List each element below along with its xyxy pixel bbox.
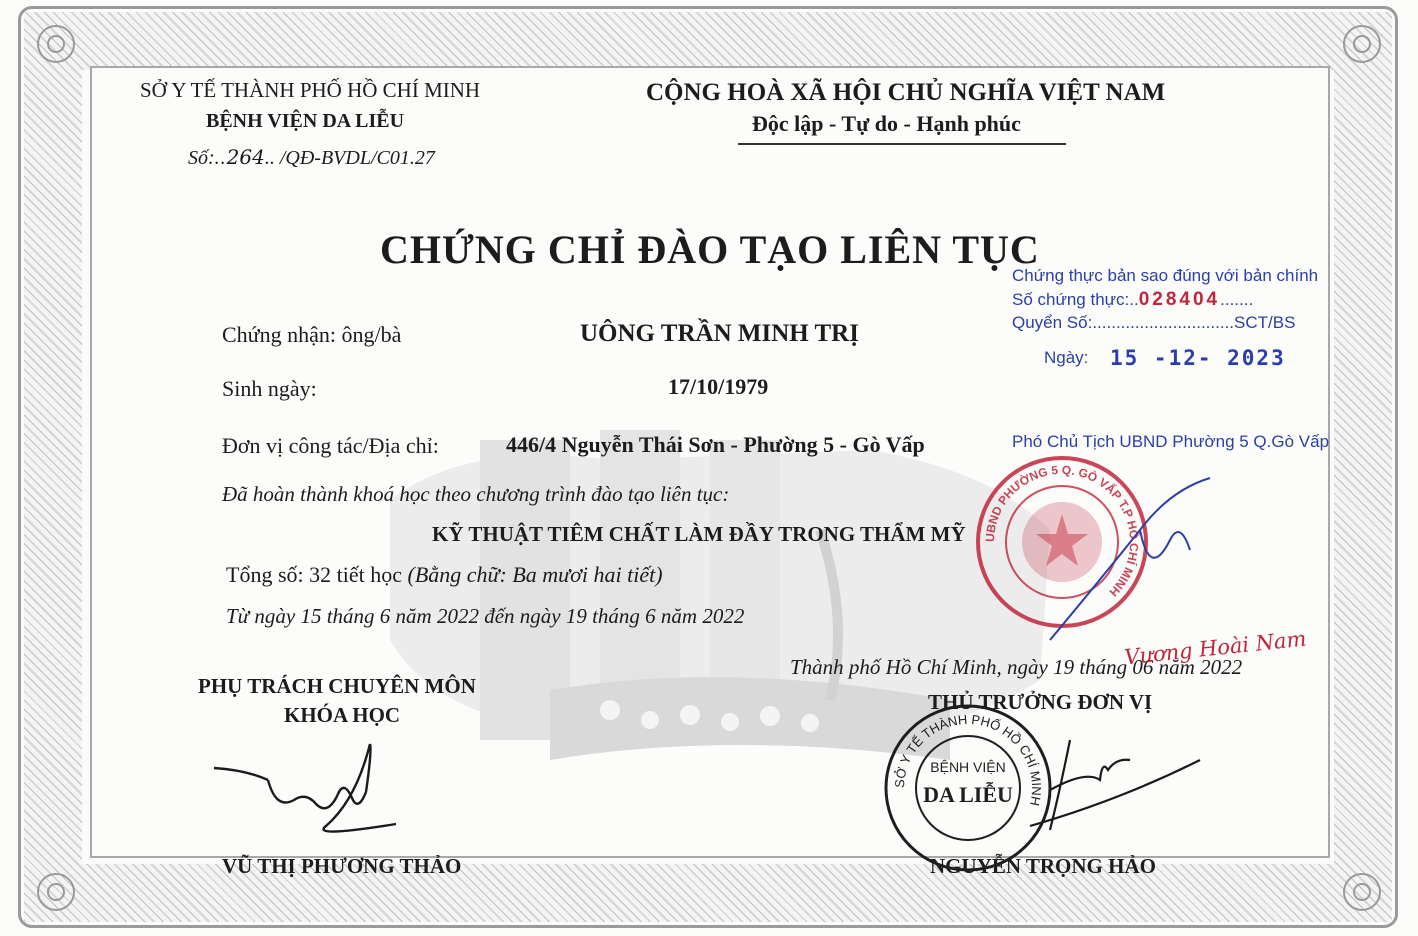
department-name: SỞ Y TẾ THÀNH PHỐ HỒ CHÍ MINH [140, 78, 481, 102]
notary-date: 15 -12- 2023 [1110, 346, 1286, 370]
corner-ornament-icon [26, 14, 86, 74]
total-label: Tổng số: [226, 562, 304, 587]
date-of-birth: 17/10/1979 [668, 374, 769, 399]
red-seal-ring-text: UBND PHƯỜNG 5 Q. GÒ VẤP T.P HỒ CHÍ MINH [982, 462, 1142, 600]
notary-book-number: Quyển Số:..............................SCT/BS [1012, 313, 1296, 332]
dob-label: Sinh ngày: [222, 376, 317, 401]
course-period: Từ ngày 15 tháng 6 năm 2022 đến ngày 19 tháng 6 năm 2022 [226, 604, 745, 628]
notary-book-label: Quyển Số: [1012, 313, 1093, 332]
left-signature [206, 740, 406, 840]
left-signatory-name: VŨ THỊ PHƯƠNG THẢO [222, 854, 462, 878]
notary-official-title: Phó Chủ Tịch UBND Phường 5 Q.Gò Vấp [1012, 432, 1330, 451]
hospital-name: BỆNH VIỆN DA LIỄU [206, 110, 405, 132]
certificate-title: CHỨNG CHỈ ĐÀO TẠO LIÊN TỤC [380, 227, 1040, 272]
address-value: 446/4 Nguyễn Thái Sơn - Phường 5 - Gò Vấp [506, 432, 925, 457]
address-label: Đơn vị công tác/Địa chỉ: [222, 433, 439, 458]
notary-statement: Chứng thực bản sao đúng với bản chính [1012, 266, 1319, 285]
total-value: 32 tiết học [309, 562, 402, 587]
notary-date-label: Ngày: [1044, 348, 1089, 367]
total-in-words: (Bằng chữ: Ba mươi hai tiết) [407, 562, 663, 587]
notary-signer-name: Vương Hoài Nam [1123, 626, 1308, 670]
certify-label: Chứng nhận: ông/bà [222, 322, 402, 347]
notary-book-suffix: SCT/BS [1234, 313, 1296, 332]
right-signatory-title: THỦ TRƯỞNG ĐƠN VỊ [928, 690, 1153, 714]
course-name: KỸ THUẬT TIÊM CHẤT LÀM ĐẦY TRONG THẨM MỸ [432, 522, 966, 546]
recipient-name: UÔNG TRẦN MINH TRỊ [580, 320, 859, 347]
decision-number: Số:..264.. /QĐ-BVDL/C01.27 [188, 145, 435, 169]
hospital-seal [880, 700, 1056, 876]
total-hours [226, 562, 663, 588]
notary-signature [1040, 470, 1220, 650]
country-name: CỘNG HOÀ XÃ HỘI CHỦ NGHĨA VIỆT NAM [646, 79, 1166, 106]
decision-number-prefix: Số: [188, 147, 215, 169]
corner-ornament-icon [26, 862, 86, 922]
completion-statement: Đã hoàn thành khoá học theo chương trình đào tạo liên tục: [222, 482, 730, 506]
notary-cert-number-value: 028404 [1138, 289, 1221, 310]
left-signatory-title-2: KHÓA HỌC [284, 703, 401, 727]
national-motto: Độc lập - Tự do - Hạnh phúc [752, 111, 1021, 136]
right-signatory-name: NGUYỄN TRỌNG HẢO [930, 854, 1156, 878]
hospital-seal-center-2: DA LIỄU [923, 782, 1013, 807]
notary-cert-number-label: Số chứng thực: [1012, 290, 1130, 309]
notary-cert-number: Số chứng thực:..028404....... [1012, 289, 1254, 310]
corner-ornament-icon [1332, 862, 1392, 922]
corner-ornament-icon [1332, 14, 1392, 74]
place-and-date: Thành phố Hồ Chí Minh, ngày 19 tháng 06 năm 2022 [790, 655, 1243, 679]
hospital-seal-center-1: BỆNH VIỆN [930, 759, 1006, 775]
left-signatory-title-1: PHỤ TRÁCH CHUYÊN MÔN [198, 674, 476, 698]
decision-number-handwritten: 264 [226, 145, 265, 169]
decision-number-suffix: /QĐ-BVDL/C01.27 [279, 147, 435, 169]
motto-underline [738, 143, 1066, 145]
hospital-seal-ring-text: SỞ Y TẾ THÀNH PHỐ HỒ CHÍ MINH [891, 711, 1045, 808]
